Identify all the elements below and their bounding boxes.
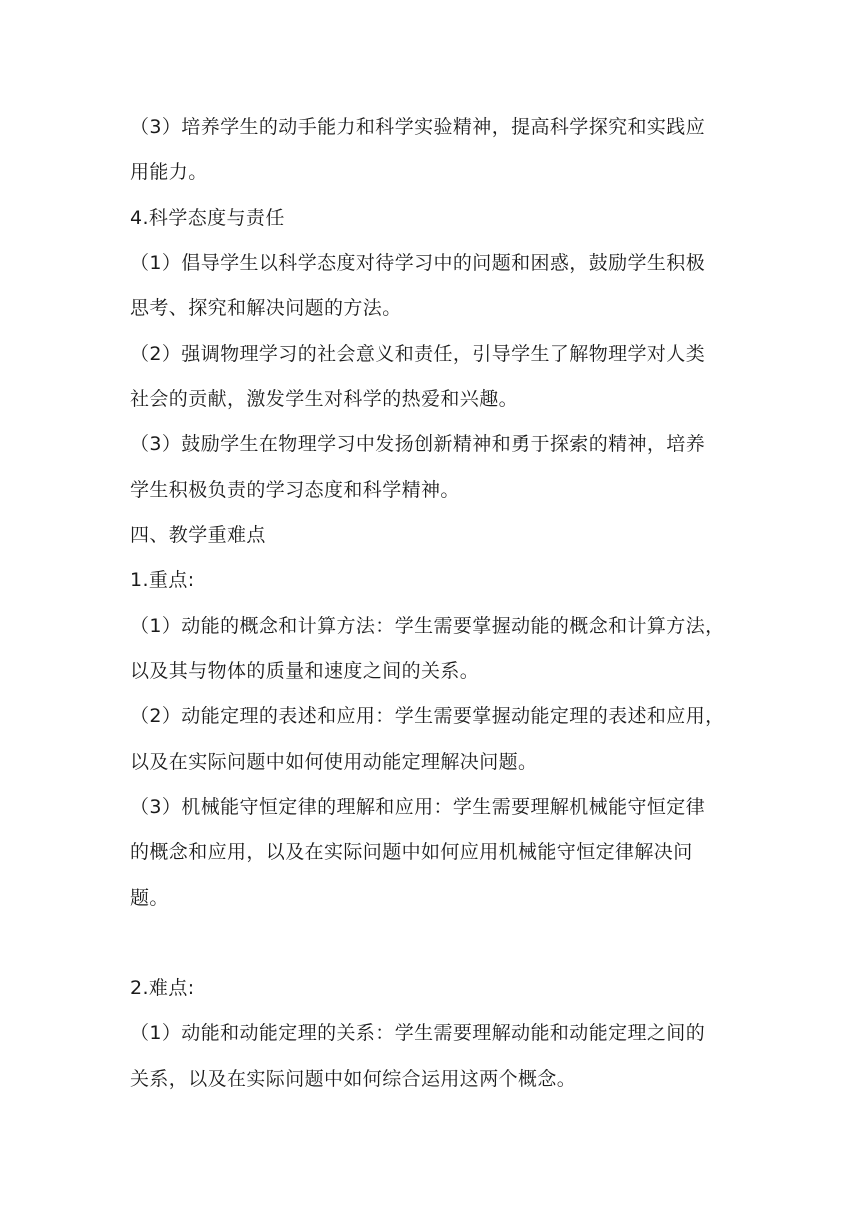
text-line: （2）动能定理的表述和应用：学生需要掌握动能定理的表述和应用， [130,705,725,727]
text-line: （1）动能和动能定理的关系：学生需要理解动能和动能定理之间的 [130,1022,706,1044]
text-line: 社会的贡献，激发学生对科学的热爱和兴趣。 [130,388,519,410]
text-line: 题。 [130,887,169,909]
text-line: （3）鼓励学生在物理学习中发扬创新精神和勇于探索的精神，培养 [130,433,706,455]
section-heading: 四、教学重难点 [130,524,266,546]
text-line: （1）动能的概念和计算方法：学生需要掌握动能的概念和计算方法， [130,615,725,637]
text-line: 学生积极负责的学习态度和科学精神。 [130,479,460,501]
subsection-heading: 1.重点: [130,569,195,591]
text-line: （2）强调物理学习的社会意义和责任，引导学生了解物理学对人类 [130,343,706,365]
text-line: 以及其与物体的质量和速度之间的关系。 [130,660,480,682]
text-line: 关系，以及在实际问题中如何综合运用这两个概念。 [130,1068,577,1090]
text-line: （3）机械能守恒定律的理解和应用：学生需要理解机械能守恒定律 [130,796,706,818]
text-line: 思考、探究和解决问题的方法。 [130,297,402,319]
text-line: （1）倡导学生以科学态度对待学习中的问题和困惑，鼓励学生积极 [130,252,706,274]
text-line: 的概念和应用，以及在实际问题中如何应用机械能守恒定律解决问 [130,841,693,863]
section-heading: 4.科学态度与责任 [130,207,285,229]
text-line: 用能力。 [130,161,208,183]
text-line: 以及在实际问题中如何使用动能定理解决问题。 [130,751,538,773]
subsection-heading: 2.难点: [130,977,195,999]
text-line: （3）培养学生的动手能力和科学实验精神，提高科学探究和实践应 [130,116,706,138]
